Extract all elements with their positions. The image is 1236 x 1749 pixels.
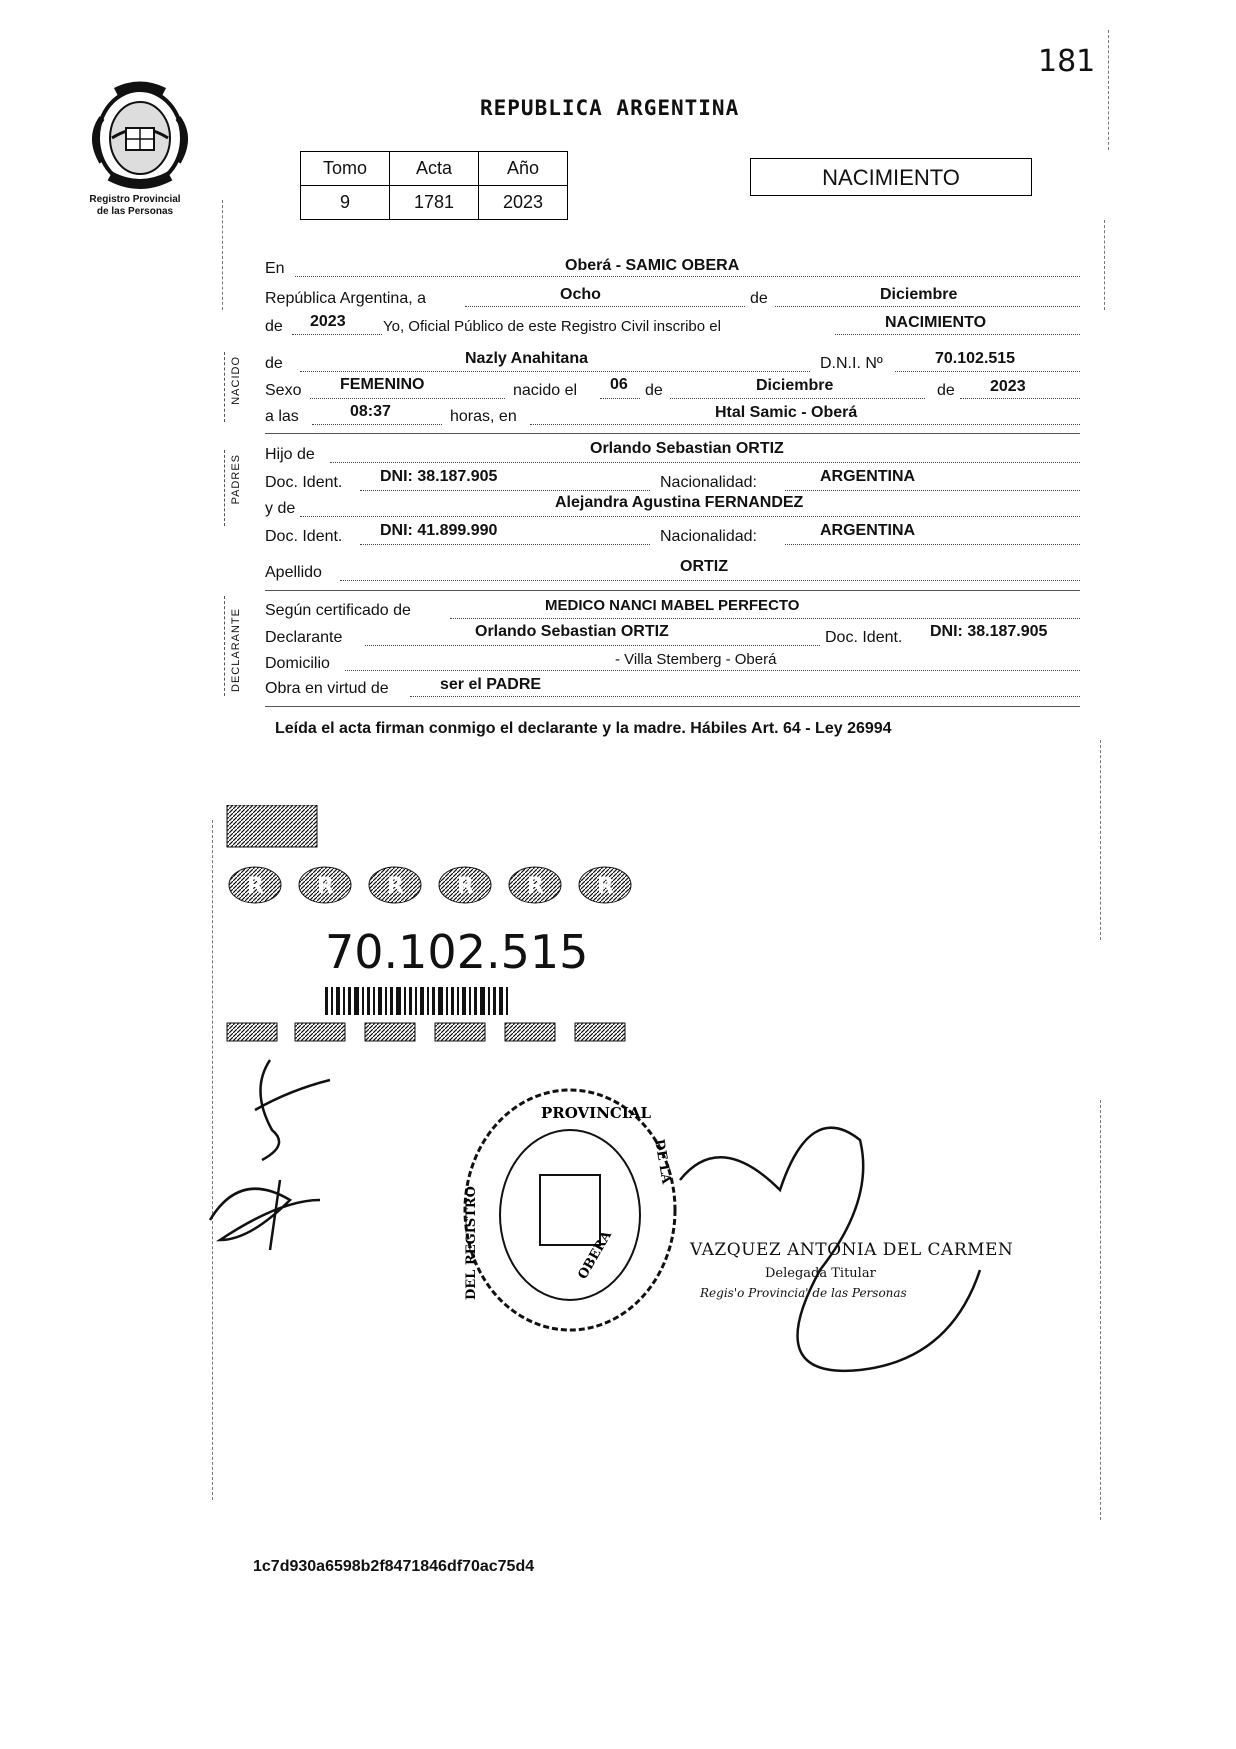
de-label-5: de [937, 382, 955, 399]
registrar-name: VAZQUEZ ANTONIA DEL CARMEN [690, 1240, 1014, 1260]
record-value-acta: 1781 [390, 186, 479, 220]
birth-time: 08:37 [350, 403, 391, 420]
domicilio-value: - Villa Stemberg - Oberá [615, 651, 777, 668]
barcode-bars [325, 987, 508, 1015]
declarante-section-rule [265, 706, 1080, 707]
domicilio-dots [345, 670, 1080, 671]
month-value: Diciembre [880, 286, 958, 303]
month-dots [775, 306, 1080, 307]
birth-year: 2023 [990, 378, 1026, 395]
segun-label: Según certificado de [265, 602, 411, 619]
birth-month: Diciembre [756, 377, 834, 394]
svg-text:R: R [597, 874, 614, 899]
svg-text:R: R [387, 874, 404, 899]
child-dni: 70.102.515 [935, 350, 1016, 367]
right-margin-line-2 [1104, 220, 1105, 310]
svg-text:R: R [317, 874, 334, 899]
father-nat-dots [785, 490, 1080, 491]
registrar-role: Delegada Titular [765, 1266, 876, 1281]
record-value-tomo: 9 [301, 186, 390, 220]
nacionalidad-label-2: Nacionalidad: [660, 528, 757, 545]
mother-nat-dots [785, 544, 1080, 545]
nacionalidad-label-1: Nacionalidad: [660, 474, 757, 491]
row-republica [265, 290, 1080, 312]
year-dots [292, 334, 382, 335]
domicilio-label: Domicilio [265, 655, 330, 672]
dni-label: D.N.I. Nº [820, 355, 883, 372]
svg-text:R: R [527, 874, 544, 899]
padres-bracket [224, 450, 225, 526]
dni-dots [895, 371, 1080, 372]
right-margin-line-4 [1100, 1100, 1101, 1520]
margin-line-top [222, 200, 223, 310]
father-dots [330, 462, 1080, 463]
republica-label: República Argentina, a [265, 290, 426, 307]
doc-ident-label-2: Doc. Ident. [265, 528, 343, 545]
province-emblem [80, 78, 200, 196]
father-nationality: ARGENTINA [820, 468, 916, 485]
year-value: 2023 [310, 313, 346, 330]
right-margin-line-3 [1100, 740, 1101, 940]
section-label-declarante: DECLARANTE [230, 608, 242, 692]
right-margin-line-1 [1108, 30, 1109, 150]
de-label-4: de [645, 382, 663, 399]
de-label-1: de [750, 290, 768, 307]
en-label: En [265, 260, 285, 277]
de-label-3: de [265, 355, 283, 372]
registry-name-line2: de las Personas [96, 206, 174, 217]
a-las-label: a las [265, 408, 299, 425]
seal-text-right: DE LA [651, 1138, 674, 1185]
birth-day: 06 [610, 376, 628, 393]
security-r-marks [229, 867, 631, 903]
en-value: Oberá - SAMIC OBERA [565, 257, 740, 274]
section-label-padres: PADRES [230, 454, 242, 505]
closing-statement: Leída el acta firman conmigo el declarante y la madre. Hábiles Art. 64 - Ley 26994 [275, 720, 892, 737]
record-type-box: NACIMIENTO [750, 158, 1032, 196]
seal-text-top: PROVINCIAL [541, 1104, 652, 1122]
birth-place: Htal Samic - Oberá [715, 404, 858, 421]
declarante-doc: DNI: 38.187.905 [930, 623, 1048, 640]
horas-label: horas, en [450, 408, 517, 425]
child-name: Nazly Anahitana [465, 350, 588, 367]
obra-value: ser el PADRE [440, 676, 542, 693]
declarante-dots [365, 645, 820, 646]
father-doc: DNI: 38.187.905 [380, 468, 498, 485]
security-hologram [227, 805, 317, 847]
page-number: 181 [1038, 44, 1096, 79]
birth-month-dots [670, 398, 925, 399]
declarante-bracket [224, 596, 225, 696]
seal-text-left: DEL REGISTRO [464, 1186, 479, 1300]
svg-text:R: R [457, 874, 474, 899]
row-obra [265, 680, 1080, 702]
day-value: Ocho [560, 286, 601, 303]
registry-name [60, 194, 210, 218]
nacido-label: nacido el [513, 382, 578, 399]
nacido-bracket [224, 352, 225, 422]
apellido-label: Apellido [265, 564, 322, 581]
svg-text:R: R [247, 874, 264, 899]
security-r-marks-lower [227, 1023, 625, 1041]
apellido-value: ORTIZ [680, 558, 728, 575]
declarante-label: Declarante [265, 629, 343, 646]
row-en-dots [295, 276, 1080, 277]
record-header-acta: Acta [390, 152, 479, 186]
record-table [300, 151, 568, 220]
document-title: REPUBLICA ARGENTINA [480, 96, 740, 120]
y-de-label: y de [265, 500, 296, 517]
row-apellido [265, 564, 1080, 586]
declarante-name: Orlando Sebastian ORTIZ [475, 623, 669, 640]
de-label-2: de [265, 318, 283, 335]
doc-ident-label-1: Doc. Ident. [265, 474, 343, 491]
document-hash: 1c7d930a6598b2f8471846df70ac75d4 [253, 1558, 535, 1575]
official-seal [455, 1080, 685, 1340]
certificate-value: MEDICO NANCI MABEL PERFECTO [545, 597, 800, 614]
sexo-value: FEMENINO [340, 376, 425, 393]
yo-text: Yo, Oficial Público de este Registro Civil inscribo el [383, 318, 721, 335]
sexo-dots [310, 398, 505, 399]
registrar-office: Regis'o Provincia' de las Personas [700, 1286, 907, 1300]
mother-dots [300, 516, 1080, 517]
obra-label: Obra en virtud de [265, 680, 389, 697]
doc-ident-label-3: Doc. Ident. [825, 629, 903, 646]
mother-name: Alejandra Agustina FERNANDEZ [555, 494, 804, 511]
mother-doc-dots [360, 544, 650, 545]
inscribo-value: NACIMIENTO [885, 314, 987, 331]
record-value-ano: 2023 [479, 186, 568, 220]
declarant-signature [200, 1050, 360, 1260]
mother-doc: DNI: 41.899.990 [380, 522, 498, 539]
barcode-number: 70.102.515 [325, 925, 589, 979]
father-doc-dots [360, 490, 650, 491]
registry-name-line1: Registro Provincial [89, 194, 181, 205]
time-dots [312, 424, 442, 425]
apellido-dots [340, 580, 1080, 581]
nacido-section-rule [265, 433, 1080, 434]
inscribo-dots [835, 334, 1080, 335]
place-dots [530, 424, 1080, 425]
birth-day-dots [600, 398, 640, 399]
sexo-label: Sexo [265, 382, 302, 399]
padres-section-rule [265, 590, 1080, 591]
mother-nationality: ARGENTINA [820, 522, 916, 539]
certificado-dots [450, 618, 1080, 619]
father-name: Orlando Sebastian ORTIZ [590, 440, 784, 457]
birth-year-dots [960, 398, 1080, 399]
seal-text-bottom: OBERA [575, 1228, 616, 1282]
obra-dots [410, 696, 1080, 697]
record-header-tomo: Tomo [301, 152, 390, 186]
hijo-label: Hijo de [265, 446, 315, 463]
section-label-nacido: NACIDO [230, 356, 242, 405]
record-header-ano: Año [479, 152, 568, 186]
name-dots [300, 371, 810, 372]
day-dots [465, 306, 745, 307]
